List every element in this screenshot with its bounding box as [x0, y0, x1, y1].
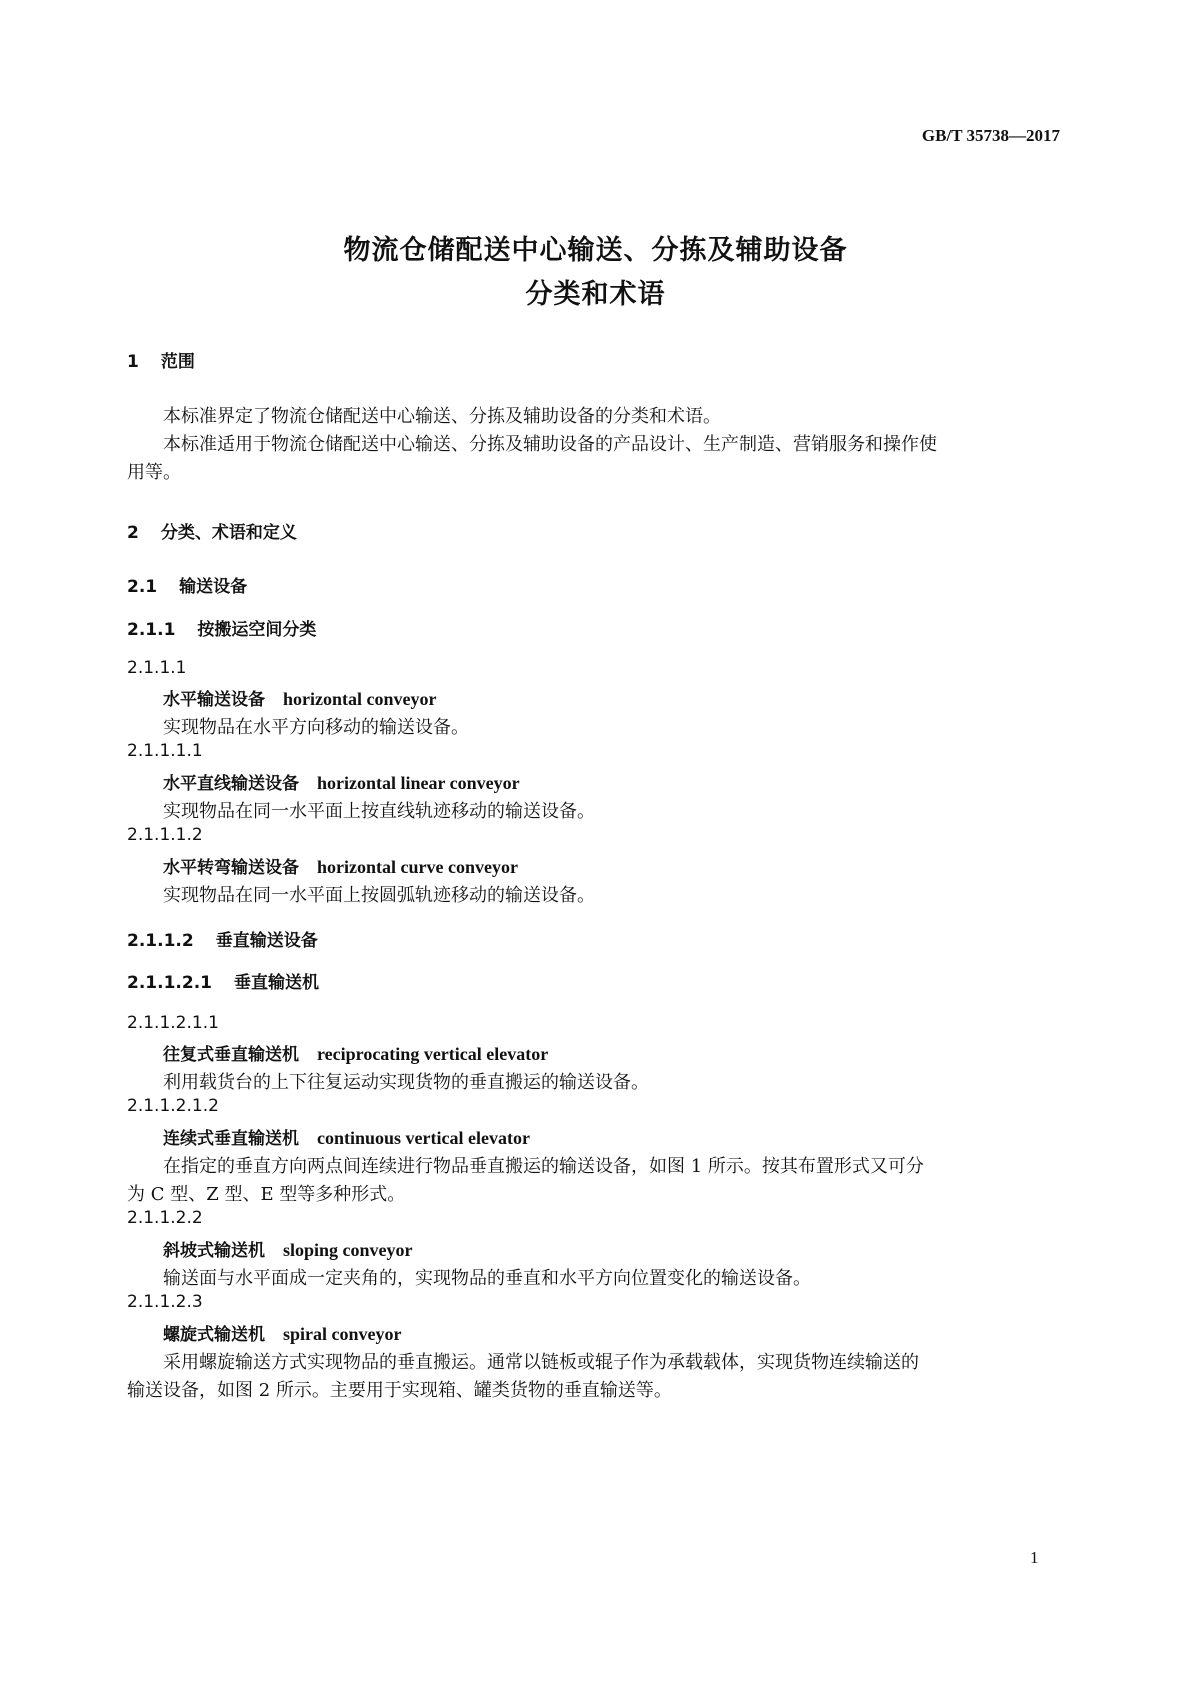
entry-number: 2.1.1.2.3: [127, 1292, 203, 1312]
section-title: 垂直输送设备: [215, 931, 318, 951]
term-heading: [163, 685, 436, 710]
subsection-2-1-1-2-1-heading: [127, 968, 319, 993]
term-en: continuous vertical elevator: [317, 1128, 530, 1148]
section-title: 输送设备: [179, 577, 248, 597]
section-number: 2: [127, 523, 139, 543]
term-en: horizontal linear conveyor: [317, 773, 520, 793]
section-title: 按搬运空间分类: [197, 620, 317, 640]
subsection-2-1-1-heading: [127, 615, 316, 640]
term-zh: 斜坡式输送机: [163, 1241, 265, 1261]
term-definition: 实现物品在同一水平面上按直线轨迹移动的输送设备。: [163, 801, 595, 822]
section-1-heading: [127, 347, 195, 372]
term-heading: [163, 1040, 548, 1065]
term-heading: [163, 1320, 402, 1345]
term-definition: 利用载货台的上下往复运动实现货物的垂直搬运的输送设备。: [163, 1072, 649, 1093]
term-en: spiral conveyor: [283, 1324, 402, 1344]
section-title: 范围: [160, 352, 195, 372]
term-definition: 实现物品在同一水平面上按圆弧轨迹移动的输送设备。: [163, 885, 595, 906]
page-number: 1: [1030, 1548, 1039, 1567]
scope-paragraph-2-cont: 用等。: [127, 462, 181, 483]
section-2-heading: [127, 518, 297, 543]
term-en: horizontal curve conveyor: [317, 857, 518, 877]
section-number: 2.1.1.2: [127, 931, 194, 951]
subsection-2-1-1-2-heading: [127, 926, 318, 951]
entry-number: 2.1.1.1: [127, 658, 187, 678]
term-definition-cont: 输送设备，如图 2 所示。主要用于实现箱、罐类货物的垂直输送等。: [127, 1380, 672, 1401]
entry-number: 2.1.1.2.1.2: [127, 1096, 219, 1116]
term-heading: [163, 1236, 413, 1261]
entry-number: 2.1.1.2.1.1: [127, 1013, 219, 1033]
term-zh: 螺旋式输送机: [163, 1325, 265, 1345]
term-en: horizontal conveyor: [283, 689, 437, 709]
term-heading: [163, 1124, 530, 1149]
scope-paragraph-1: 本标准界定了物流仓储配送中心输送、分拣及辅助设备的分类和术语。: [163, 406, 721, 427]
entry-number: 2.1.1.1.2: [127, 825, 203, 845]
section-number: 2.1.1.2.1: [127, 973, 212, 993]
section-number: 2.1: [127, 577, 158, 597]
document-title-line1: 物流仓储配送中心输送、分拣及辅助设备: [343, 235, 848, 266]
term-definition-cont: 为 C 型、Z 型、E 型等多种形式。: [127, 1184, 406, 1205]
term-definition: 输送面与水平面成一定夹角的，实现物品的垂直和水平方向位置变化的输送设备。: [163, 1268, 811, 1289]
term-en: reciprocating vertical elevator: [317, 1044, 549, 1064]
term-zh: 水平输送设备: [163, 690, 265, 710]
term-definition: 在指定的垂直方向两点间连续进行物品垂直搬运的输送设备，如图 1 所示。按其布置形式又可分: [163, 1156, 924, 1177]
term-zh: 往复式垂直输送机: [163, 1045, 299, 1065]
subsection-2-1-heading: [127, 572, 247, 597]
term-zh: 连续式垂直输送机: [163, 1129, 299, 1149]
term-definition: 实现物品在水平方向移动的输送设备。: [163, 717, 469, 738]
entry-number: 2.1.1.1.1: [127, 741, 203, 761]
term-heading: [163, 853, 518, 878]
section-title: 垂直输送机: [233, 973, 319, 993]
term-zh: 水平直线输送设备: [163, 774, 299, 794]
term-heading: [163, 769, 520, 794]
section-number: 2.1.1: [127, 620, 176, 640]
term-definition: 采用螺旋输送方式实现物品的垂直搬运。通常以链板或辊子作为承载载体，实现货物连续输送的: [163, 1352, 919, 1373]
entry-number: 2.1.1.2.2: [127, 1208, 203, 1228]
scope-paragraph-2: 本标准适用于物流仓储配送中心输送、分拣及辅助设备的产品设计、生产制造、营销服务和操作使: [163, 434, 937, 455]
document-title-line2: 分类和术语: [525, 279, 666, 310]
section-title: 分类、术语和定义: [160, 523, 297, 543]
term-en: sloping conveyor: [283, 1240, 413, 1260]
section-number: 1: [127, 352, 139, 372]
term-zh: 水平转弯输送设备: [163, 858, 299, 878]
standard-number: GB/T 35738—2017: [921, 126, 1060, 145]
